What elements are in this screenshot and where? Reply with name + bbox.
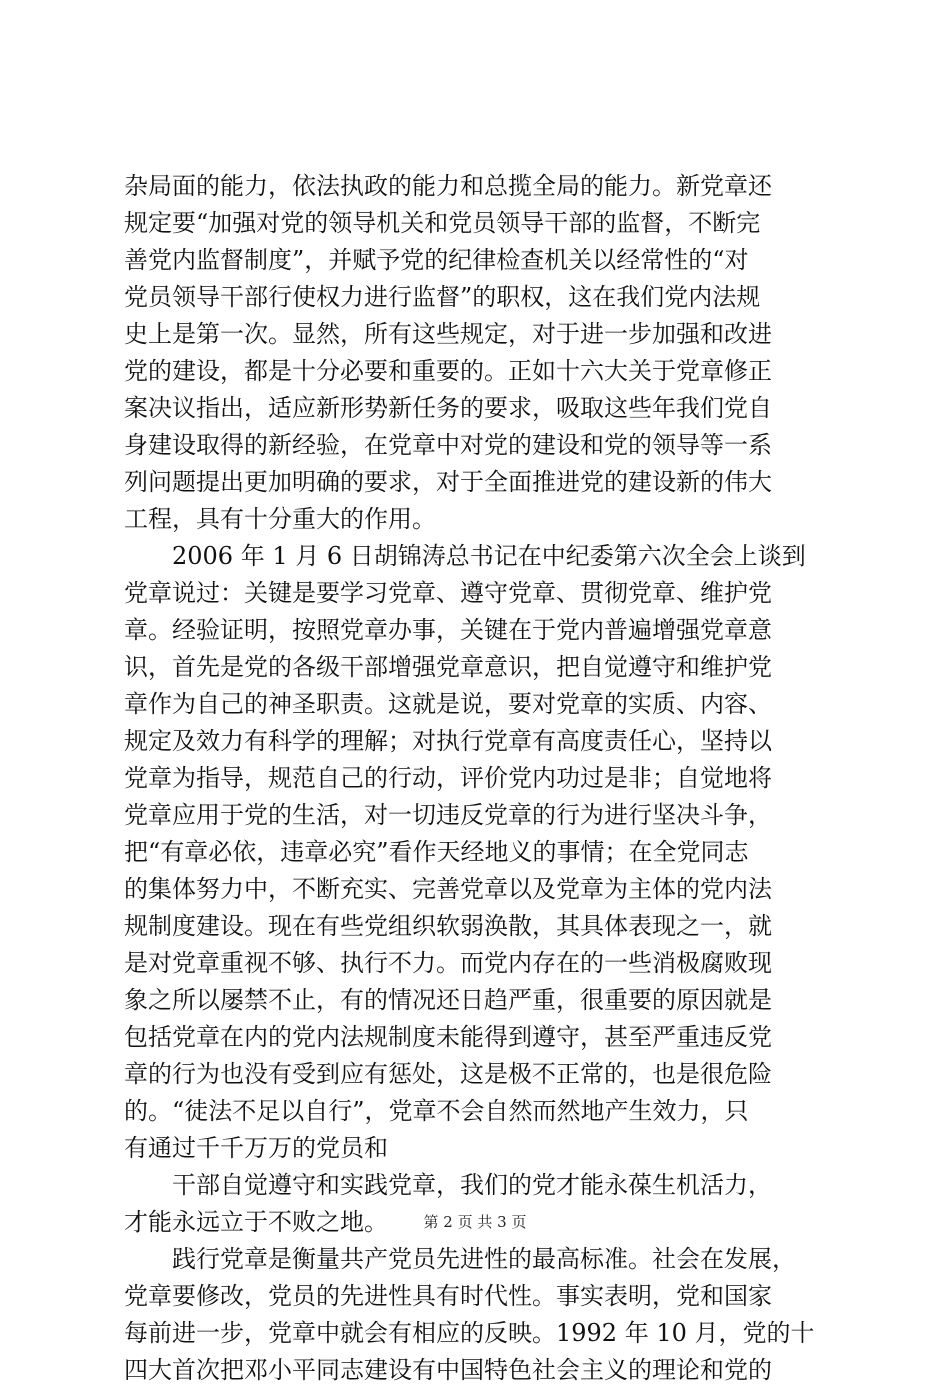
text-line: 把“有章必依，违章必究”看作天经地义的事情；在全党同志 <box>124 838 749 866</box>
text-line: 党的建设，都是十分必要和重要的。正如十六大关于党章修正 <box>124 357 772 385</box>
text-line: 党员领导干部行使权力进行监督”的职权，这在我们党内法规 <box>124 283 761 311</box>
text-line: 身建设取得的新经验，在党章中对党的建设和党的领导等一系 <box>124 431 772 459</box>
text-line: 案决议指出，适应新形势新任务的要求，吸取这些年我们党自 <box>124 394 772 422</box>
text-line: 践行党章是衡量共产党员先进性的最高标准。社会在发展， <box>124 1245 796 1273</box>
text-line: 是对党章重视不够、执行不力。而党内存在的一些消极腐败现 <box>124 949 772 977</box>
document-body <box>124 168 840 1389</box>
text-line: 章的行为也没有受到应有惩处，这是极不正常的，也是很危险 <box>124 1060 772 1088</box>
text-line: 象之所以屡禁不止，有的情况还日趋严重，很重要的原因就是 <box>124 986 772 1014</box>
text-line: 杂局面的能力，依法执政的能力和总揽全局的能力。新党章还 <box>124 172 772 200</box>
text-line: 才能永远立于不败之地。 <box>124 1208 388 1236</box>
text-line: 章作为自己的神圣职责。这就是说，要对党章的实质、内容、 <box>124 690 772 718</box>
text-line: 有通过千千万万的党员和 <box>124 1134 388 1162</box>
text-line: 列问题提出更加明确的要求，对于全面推进党的建设新的伟大 <box>124 468 772 496</box>
text-line: 党章说过：关键是要学习党章、遵守党章、贯彻党章、维护党 <box>124 579 772 607</box>
text-line: 包括党章在内的党内法规制度未能得到遵守，甚至严重违反党 <box>124 1023 772 1051</box>
text-line: 善党内监督制度”，并赋予党的纪律检查机关以经常性的“对 <box>124 246 749 274</box>
text-line: 规制度建设。现在有些党组织软弱涣散，其具体表现之一，就 <box>124 912 772 940</box>
text-line: 干部自觉遵守和实践党章，我们的党才能永葆生机活力， <box>124 1171 772 1199</box>
text-line: 识，首先是党的各级干部增强党章意识，把自觉遵守和维护党 <box>124 653 772 681</box>
text-line: 规定及效力有科学的理解；对执行党章有高度责任心，坚持以 <box>124 727 772 755</box>
text-line: 规定要“加强对党的领导机关和党员领导干部的监督，不断完 <box>124 209 761 237</box>
text-line: 每前进一步，党章中就会有相应的反映。1992 年 10 月，党的十 <box>124 1319 815 1347</box>
text-line: 的集体努力中，不断充实、完善党章以及党章为主体的党内法 <box>124 875 772 903</box>
text-line: 党章应用于党的生活，对一切违反党章的行为进行坚决斗争， <box>124 801 772 829</box>
text-line: 党章为指导，规范自己的行动，评价党内功过是非；自觉地将 <box>124 764 772 792</box>
page-number-footer: 第 2 页 共 3 页 <box>423 1213 527 1231</box>
text-line: 的。“徒法不足以自行”，党章不会自然而然地产生效力，只 <box>124 1097 749 1125</box>
text-line: 章。经验证明，按照党章办事，关键在于党内普遍增强党章意 <box>124 616 772 644</box>
text-line: 工程，具有十分重大的作用。 <box>124 505 436 533</box>
text-line: 史上是第一次。显然，所有这些规定，对于进一步加强和改进 <box>124 320 772 348</box>
text-line: 四大首次把邓小平同志建设有中国特色社会主义的理论和党的 <box>124 1356 772 1384</box>
text-line: 2006 年 1 月 6 日胡锦涛总书记在中纪委第六次全会上谈到 <box>124 542 806 570</box>
text-line: 党章要修改，党员的先进性具有时代性。事实表明，党和国家 <box>124 1282 772 1310</box>
